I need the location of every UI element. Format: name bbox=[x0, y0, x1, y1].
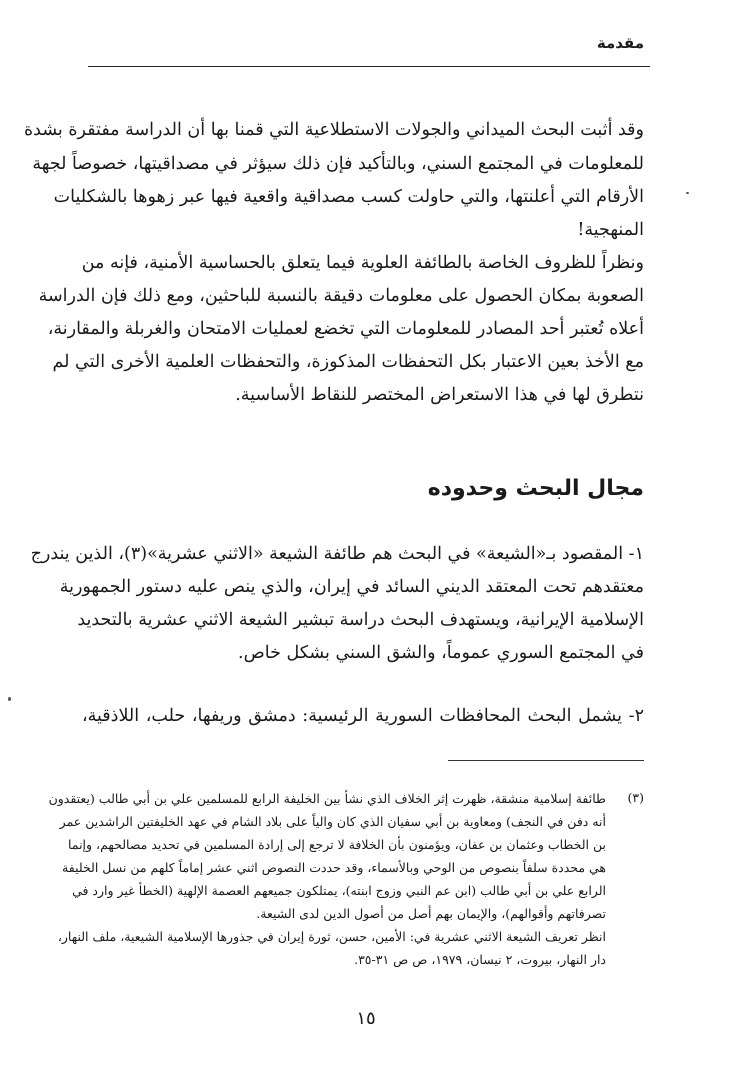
footnote-line-1: طائفة إسلامية منشقة، ظهرت إثر الخلاف الذي نشأ بين الخليفة الرابع للمسلمين علي بن أبي طالب (يعتقدون bbox=[48, 791, 606, 806]
paragraph-1-line-3: الأرقام التي أعلنتها، والتي حاولت كسب مصداقية واقعية فيها عبر زهوها بالشكليات bbox=[53, 187, 644, 207]
paragraph-2-line-1: ونظراً للظروف الخاصة بالطائفة العلوية فيما يتعلق بالحساسية الأمنية، فإنه من bbox=[81, 253, 644, 273]
paragraph-2-line-5: نتطرق لها في هذا الاستعراض المختصر للنقاط الأساسية. bbox=[235, 385, 644, 405]
section-title: مجال البحث وحدوده bbox=[427, 476, 644, 501]
paragraph-2-line-4: مع الأخذ بعين الاعتبار بكل التحفظات المذكوزة، والتحفظات العلمية الأخرى التي لم bbox=[52, 352, 644, 372]
footnote-line-5: الرابع علي بن أبي طالب (ابن عم النبي وزوج ابنته)، يمتلكون جميعهم العصمة الإلهية (الخطأ غير وارد في bbox=[72, 883, 606, 898]
running-header-title: مقدمة bbox=[596, 34, 644, 52]
header-rule bbox=[88, 66, 650, 67]
scan-speck bbox=[8, 697, 11, 701]
item-1-line-2: معتقدهم تحت المعتقد الديني السائد في إيران، والذي ينص عليه دستور الجمهورية bbox=[59, 577, 644, 597]
footnote-line-3: بن الخطاب وعثمان بن عفان، ويؤمنون بأن الخلافة لا ترجع إلى إرادة المسلمين في تحديد مصالحهم، وإنما bbox=[68, 837, 606, 852]
footnote-line-7: انظر تعريف الشيعة الاثني عشرية في: الأمين، حسن، ثورة إيران في جذورها الإسلامية الشيعية، ملف النهار، bbox=[57, 929, 606, 944]
footnote-rule bbox=[448, 760, 644, 761]
footnote-line-8: دار النهار، بيروت، ٢ نيسان، ١٩٧٩، ص ص ٣١-٣٥. bbox=[354, 952, 606, 967]
paragraph-2-line-2: الصعوبة بمكان الحصول على معلومات دقيقة بالنسبة للباحثين، ومع ذلك فإن الدراسة bbox=[38, 286, 644, 306]
page-number: ١٥ bbox=[356, 1008, 376, 1029]
paragraph-1-line-4: المنهجية! bbox=[577, 220, 644, 240]
footnote-marker: (٣) bbox=[627, 790, 644, 805]
paragraph-1-line-1: وقد أثبت البحث الميداني والجولات الاستطلاعية التي قمنا بها أن الدراسة مفتقرة بشدة bbox=[23, 120, 644, 140]
item-1-line-4: في المجتمع السوري عموماً، والشق السني بشكل خاص. bbox=[238, 643, 644, 663]
footnote-line-2: أنه دفن في النجف) ومعاوية بن أبي سفيان الذي كان والياً على بلاد الشام في عهد الخليفتين الراشدين عمر bbox=[59, 814, 606, 829]
footnote-line-4: هي محددة سلفاً بنصوص من الوحي وبالأسماء، وقد حددت النصوص اثني عشر إماماً كلهم من نسل الخليفة bbox=[62, 860, 606, 875]
item-1-line-1: ١- المقصود بـ«الشيعة» في البحث هم طائفة الشيعة «الاثني عشرية»(٣)، الذين يندرج bbox=[30, 544, 644, 564]
footnote-line-6: تصرفاتهم وأقوالهم)، والإيمان بهم أصل من أصول الدين لدى الشيعة. bbox=[256, 906, 606, 921]
item-1-line-3: الإسلامية الإيرانية، ويستهدف البحث دراسة تبشير الشيعة الاثني عشرية بالتحديد bbox=[77, 610, 644, 630]
paragraph-1-line-2: للمعلومات في المجتمع السني، وبالتأكيد فإن ذلك سيؤثر في مصداقيتها، خصوصاً لجهة bbox=[32, 154, 644, 174]
item-2-line-1: ٢- يشمل البحث المحافظات السورية الرئيسية: دمشق وريفها، حلب، اللاذقية، bbox=[82, 706, 644, 726]
paragraph-2-line-3: أعلاه تُعتبر أحد المصادر للمعلومات التي تخضع لعمليات الامتحان والغربلة والمقارنة، bbox=[47, 319, 644, 339]
scan-speck bbox=[686, 192, 689, 194]
